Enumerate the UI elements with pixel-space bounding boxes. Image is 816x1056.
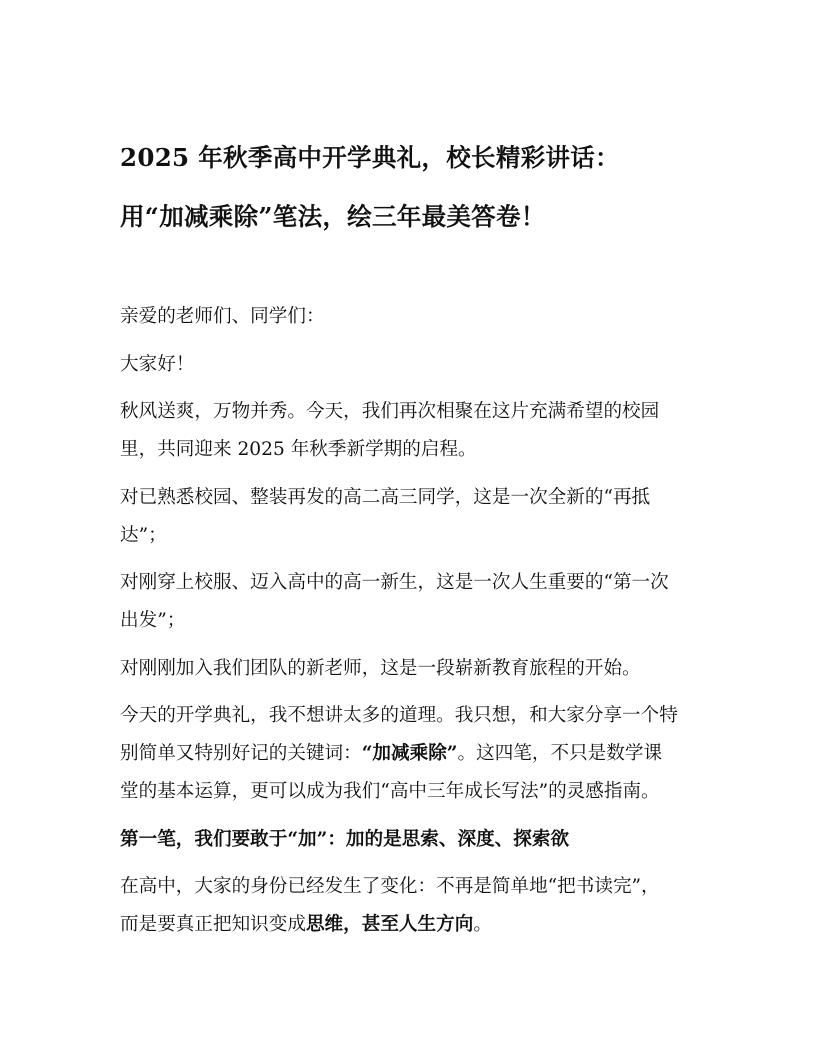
text: 。这四笔，不只是数学课 [457,743,663,764]
bold-keyword: “加减乘除” [361,743,458,764]
text-line: 达”； [120,524,167,546]
text-line: 大家好！ [120,353,195,375]
text: 而是要真正把知识变成 [120,914,306,935]
text: 。 [473,914,492,935]
text-line: 对已熟悉校园、整装再发的高二高三同学，这是一次全新的“再抵 [120,486,651,508]
text-line: 秋风送爽，万物并秀。今天，我们再次相聚在这片充满希望的校园 [120,401,660,422]
text-line: 出发”； [120,610,186,631]
text-line: 对刚穿上校服、迈入高中的高一新生，这是一次人生重要的“第一次 [120,572,669,593]
text-line: 里，共同迎来 2025 年秋季新学期的启程。 [120,439,477,460]
paragraph [120,479,700,555]
text-line: 今天的开学典礼，我不想讲太多的道理。我只想，和大家分享一个特 [120,705,678,726]
text-line: 堂的基本运算，更可以成为我们“高中三年成长写法”的灵感指南。 [120,781,660,802]
paragraph [120,393,700,469]
text-line [120,906,700,944]
salutation [120,346,700,384]
document-title [120,128,720,246]
text: 别简单又特别好记的关键词： [120,743,362,764]
paragraph [120,697,700,811]
text-line: 对刚刚加入我们团队的新老师，这是一段崭新教育旅程的开始。 [120,657,641,679]
paragraph [120,650,700,688]
text-line: 在高中，大家的身份已经发生了变化：不再是简单地“把书读完”， [120,876,660,897]
paragraph [120,564,700,640]
title-line-1: 2025 年秋季高中开学典礼，校长精彩讲话： [120,143,620,172]
title-line-2: 用“加减乘除”笔法，绘三年最美答卷！ [120,202,546,231]
text-line: 亲爱的老师们、同学们： [120,306,325,327]
heading-text: 第一笔，我们要敢于“加”：加的是思索、深度、探索欲 [120,828,570,850]
greeting [120,298,700,336]
paragraph [120,868,700,944]
document-body [120,298,700,954]
bold-phrase: 思维，甚至人生方向 [305,914,474,935]
text-line [120,735,700,773]
section-heading [120,821,700,859]
